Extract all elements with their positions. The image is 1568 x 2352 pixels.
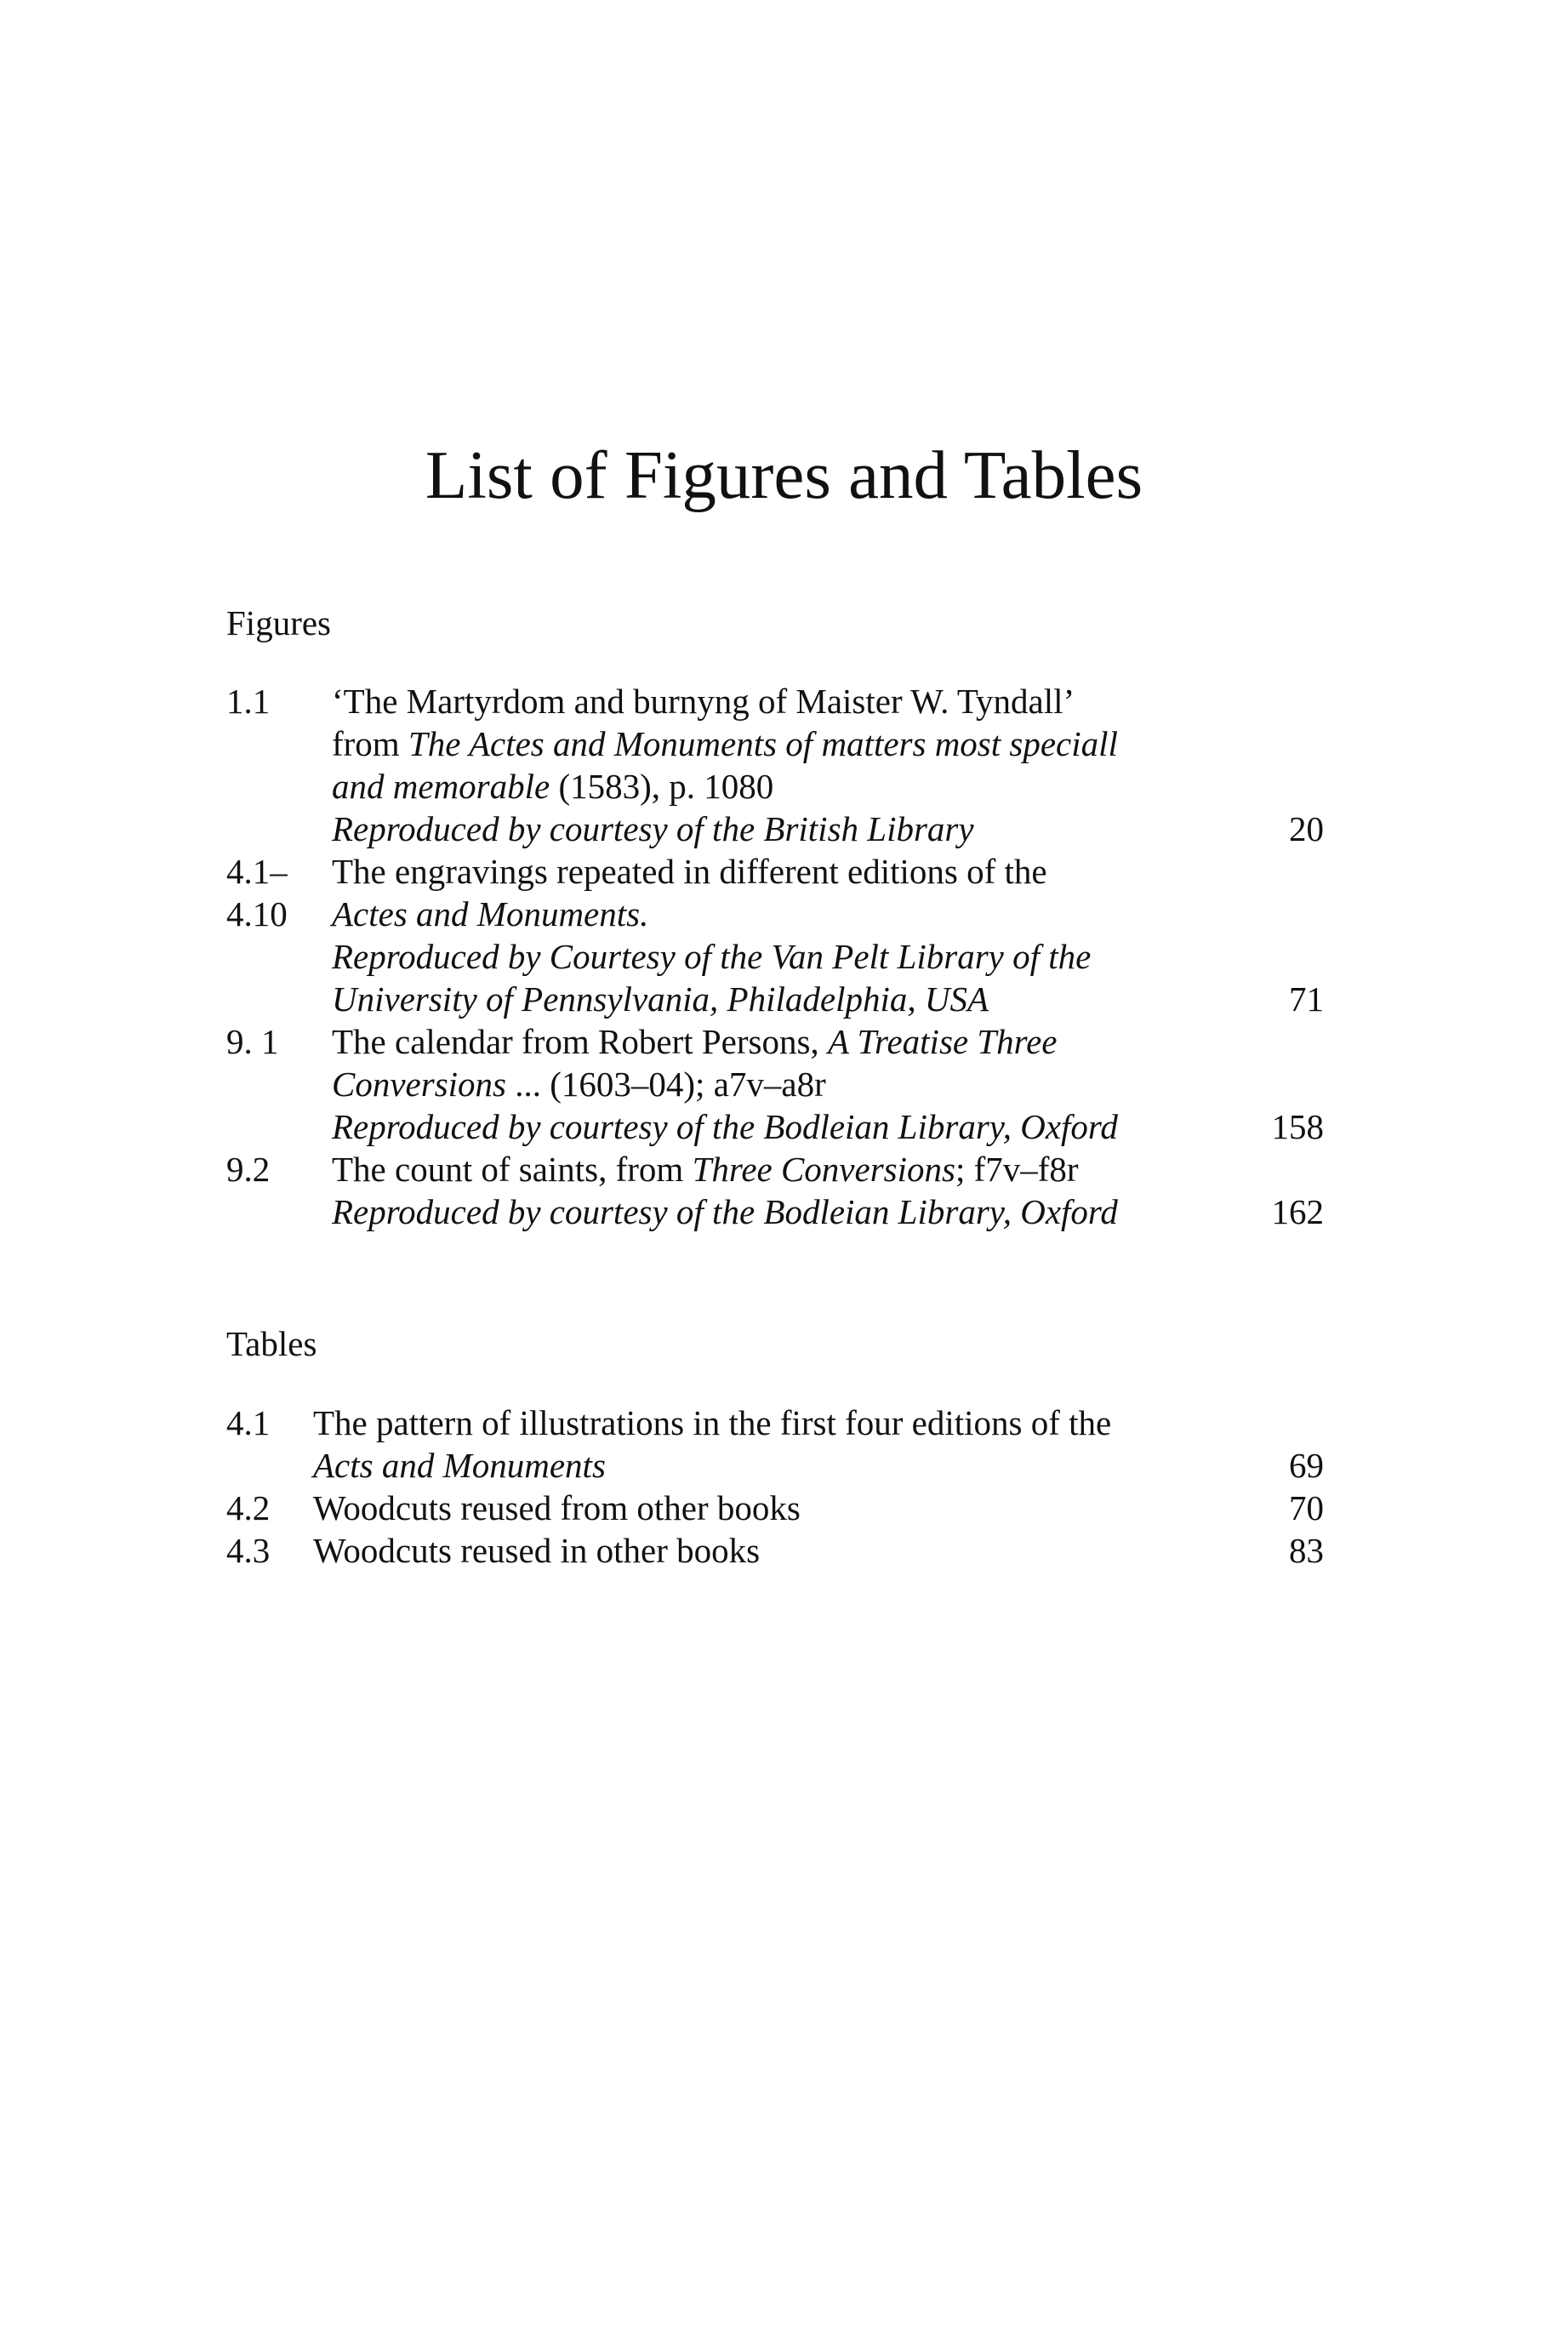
list-entry xyxy=(226,850,1324,1020)
entry-line xyxy=(226,1444,1324,1487)
text-segment: The count of saints, from xyxy=(332,1150,693,1189)
entry-text xyxy=(332,1020,1057,1063)
entry-text xyxy=(313,1401,1111,1444)
entry-number: 1.1 xyxy=(226,682,271,721)
entry-line xyxy=(226,893,1324,935)
entry-line xyxy=(226,722,1324,765)
figures-heading: Figures xyxy=(226,603,331,642)
entry-number: 4.10 xyxy=(226,894,288,933)
italic-title-segment: Conversions xyxy=(332,1065,506,1104)
entry-line xyxy=(226,850,1324,893)
text-segment: The calendar from Robert Persons, xyxy=(332,1022,828,1061)
entry-number: 4.2 xyxy=(226,1488,271,1527)
entry-text xyxy=(332,680,1075,722)
list-entry xyxy=(226,1529,1324,1572)
entry-text xyxy=(332,850,1047,893)
text-segment: Woodcuts reused from other books xyxy=(313,1488,801,1527)
entry-number: 4.3 xyxy=(226,1531,271,1570)
page-number: 162 xyxy=(1271,1192,1324,1231)
italic-title-segment: Reproduced by courtesy of the British Library xyxy=(332,809,974,848)
page-number: 20 xyxy=(1289,809,1324,848)
page-number: 83 xyxy=(1289,1531,1324,1570)
tables-heading: Tables xyxy=(226,1324,317,1363)
entry-line xyxy=(226,1063,1324,1105)
list-entry xyxy=(226,1020,1324,1148)
italic-title-segment: and memorable xyxy=(332,767,550,806)
entry-line xyxy=(226,1105,1324,1148)
page-number: 158 xyxy=(1271,1107,1324,1146)
italic-title-segment: University of Pennsylvania, Philadelphia, USA xyxy=(332,979,989,1019)
entry-text xyxy=(332,1190,1118,1233)
entry-text xyxy=(332,935,1091,978)
italic-title-segment: Reproduced by Courtesy of the Van Pelt Library of the xyxy=(332,937,1092,976)
entry-text xyxy=(332,1148,1079,1190)
entry-line xyxy=(226,808,1324,850)
italic-title-segment: Reproduced by courtesy of the Bodleian Library, Oxford xyxy=(332,1107,1118,1146)
entry-text xyxy=(332,765,773,808)
tables-list xyxy=(226,1401,1324,1572)
page-number: 71 xyxy=(1289,979,1324,1019)
text-segment: ... (1603–04); a7v–a8r xyxy=(506,1065,826,1104)
entry-text xyxy=(332,808,974,850)
page-number: 70 xyxy=(1289,1488,1324,1527)
list-entry xyxy=(226,1487,1324,1529)
figures-list xyxy=(226,680,1324,1233)
text-segment: (1583), p. 1080 xyxy=(550,767,774,806)
entry-number: 9. 1 xyxy=(226,1022,279,1061)
entry-line xyxy=(226,1529,1324,1572)
text-segment: ‘The Martyrdom and burnyng of Maister W. Tyndall’ xyxy=(332,682,1075,721)
entry-line xyxy=(226,1401,1324,1444)
entry-number: 4.1– xyxy=(226,852,288,891)
entry-text xyxy=(313,1529,760,1572)
text-segment: The pattern of illustrations in the first four editions of the xyxy=(313,1403,1112,1442)
entry-line xyxy=(226,1020,1324,1063)
italic-title-segment: The Actes and Monuments of matters most speciall xyxy=(408,724,1118,763)
entry-text xyxy=(313,1487,801,1529)
italic-title-segment: Reproduced by courtesy of the Bodleian Library, Oxford xyxy=(332,1192,1118,1231)
list-entry xyxy=(226,680,1324,850)
italic-title-segment: A Treatise Three xyxy=(827,1022,1058,1061)
entry-number: 4.1 xyxy=(226,1403,271,1442)
entry-line xyxy=(226,935,1324,978)
entry-text xyxy=(313,1444,606,1487)
entry-line xyxy=(226,765,1324,808)
list-entry xyxy=(226,1148,1324,1233)
entry-line xyxy=(226,1148,1324,1190)
entry-line xyxy=(226,1487,1324,1529)
entry-text xyxy=(332,722,1118,765)
page-number: 69 xyxy=(1289,1446,1324,1485)
italic-title-segment: Acts and Monuments xyxy=(313,1446,606,1485)
entry-text xyxy=(332,978,989,1020)
entry-text xyxy=(332,1105,1118,1148)
text-segment: The engravings repeated in different editions of the xyxy=(332,852,1047,891)
text-segment: from xyxy=(332,724,408,763)
entry-text xyxy=(332,1063,826,1105)
list-entry xyxy=(226,1401,1324,1487)
entry-line xyxy=(226,978,1324,1020)
italic-title-segment: Three Conversions xyxy=(692,1150,955,1189)
entry-line xyxy=(226,1190,1324,1233)
entry-line xyxy=(226,680,1324,722)
entry-number: 9.2 xyxy=(226,1150,271,1189)
page-title: List of Figures and Tables xyxy=(425,437,1143,513)
text-segment: ; f7v–f8r xyxy=(955,1150,1079,1189)
text-segment: Woodcuts reused in other books xyxy=(313,1531,761,1570)
entry-text xyxy=(332,893,648,935)
italic-title-segment: Actes and Monuments. xyxy=(332,894,649,933)
